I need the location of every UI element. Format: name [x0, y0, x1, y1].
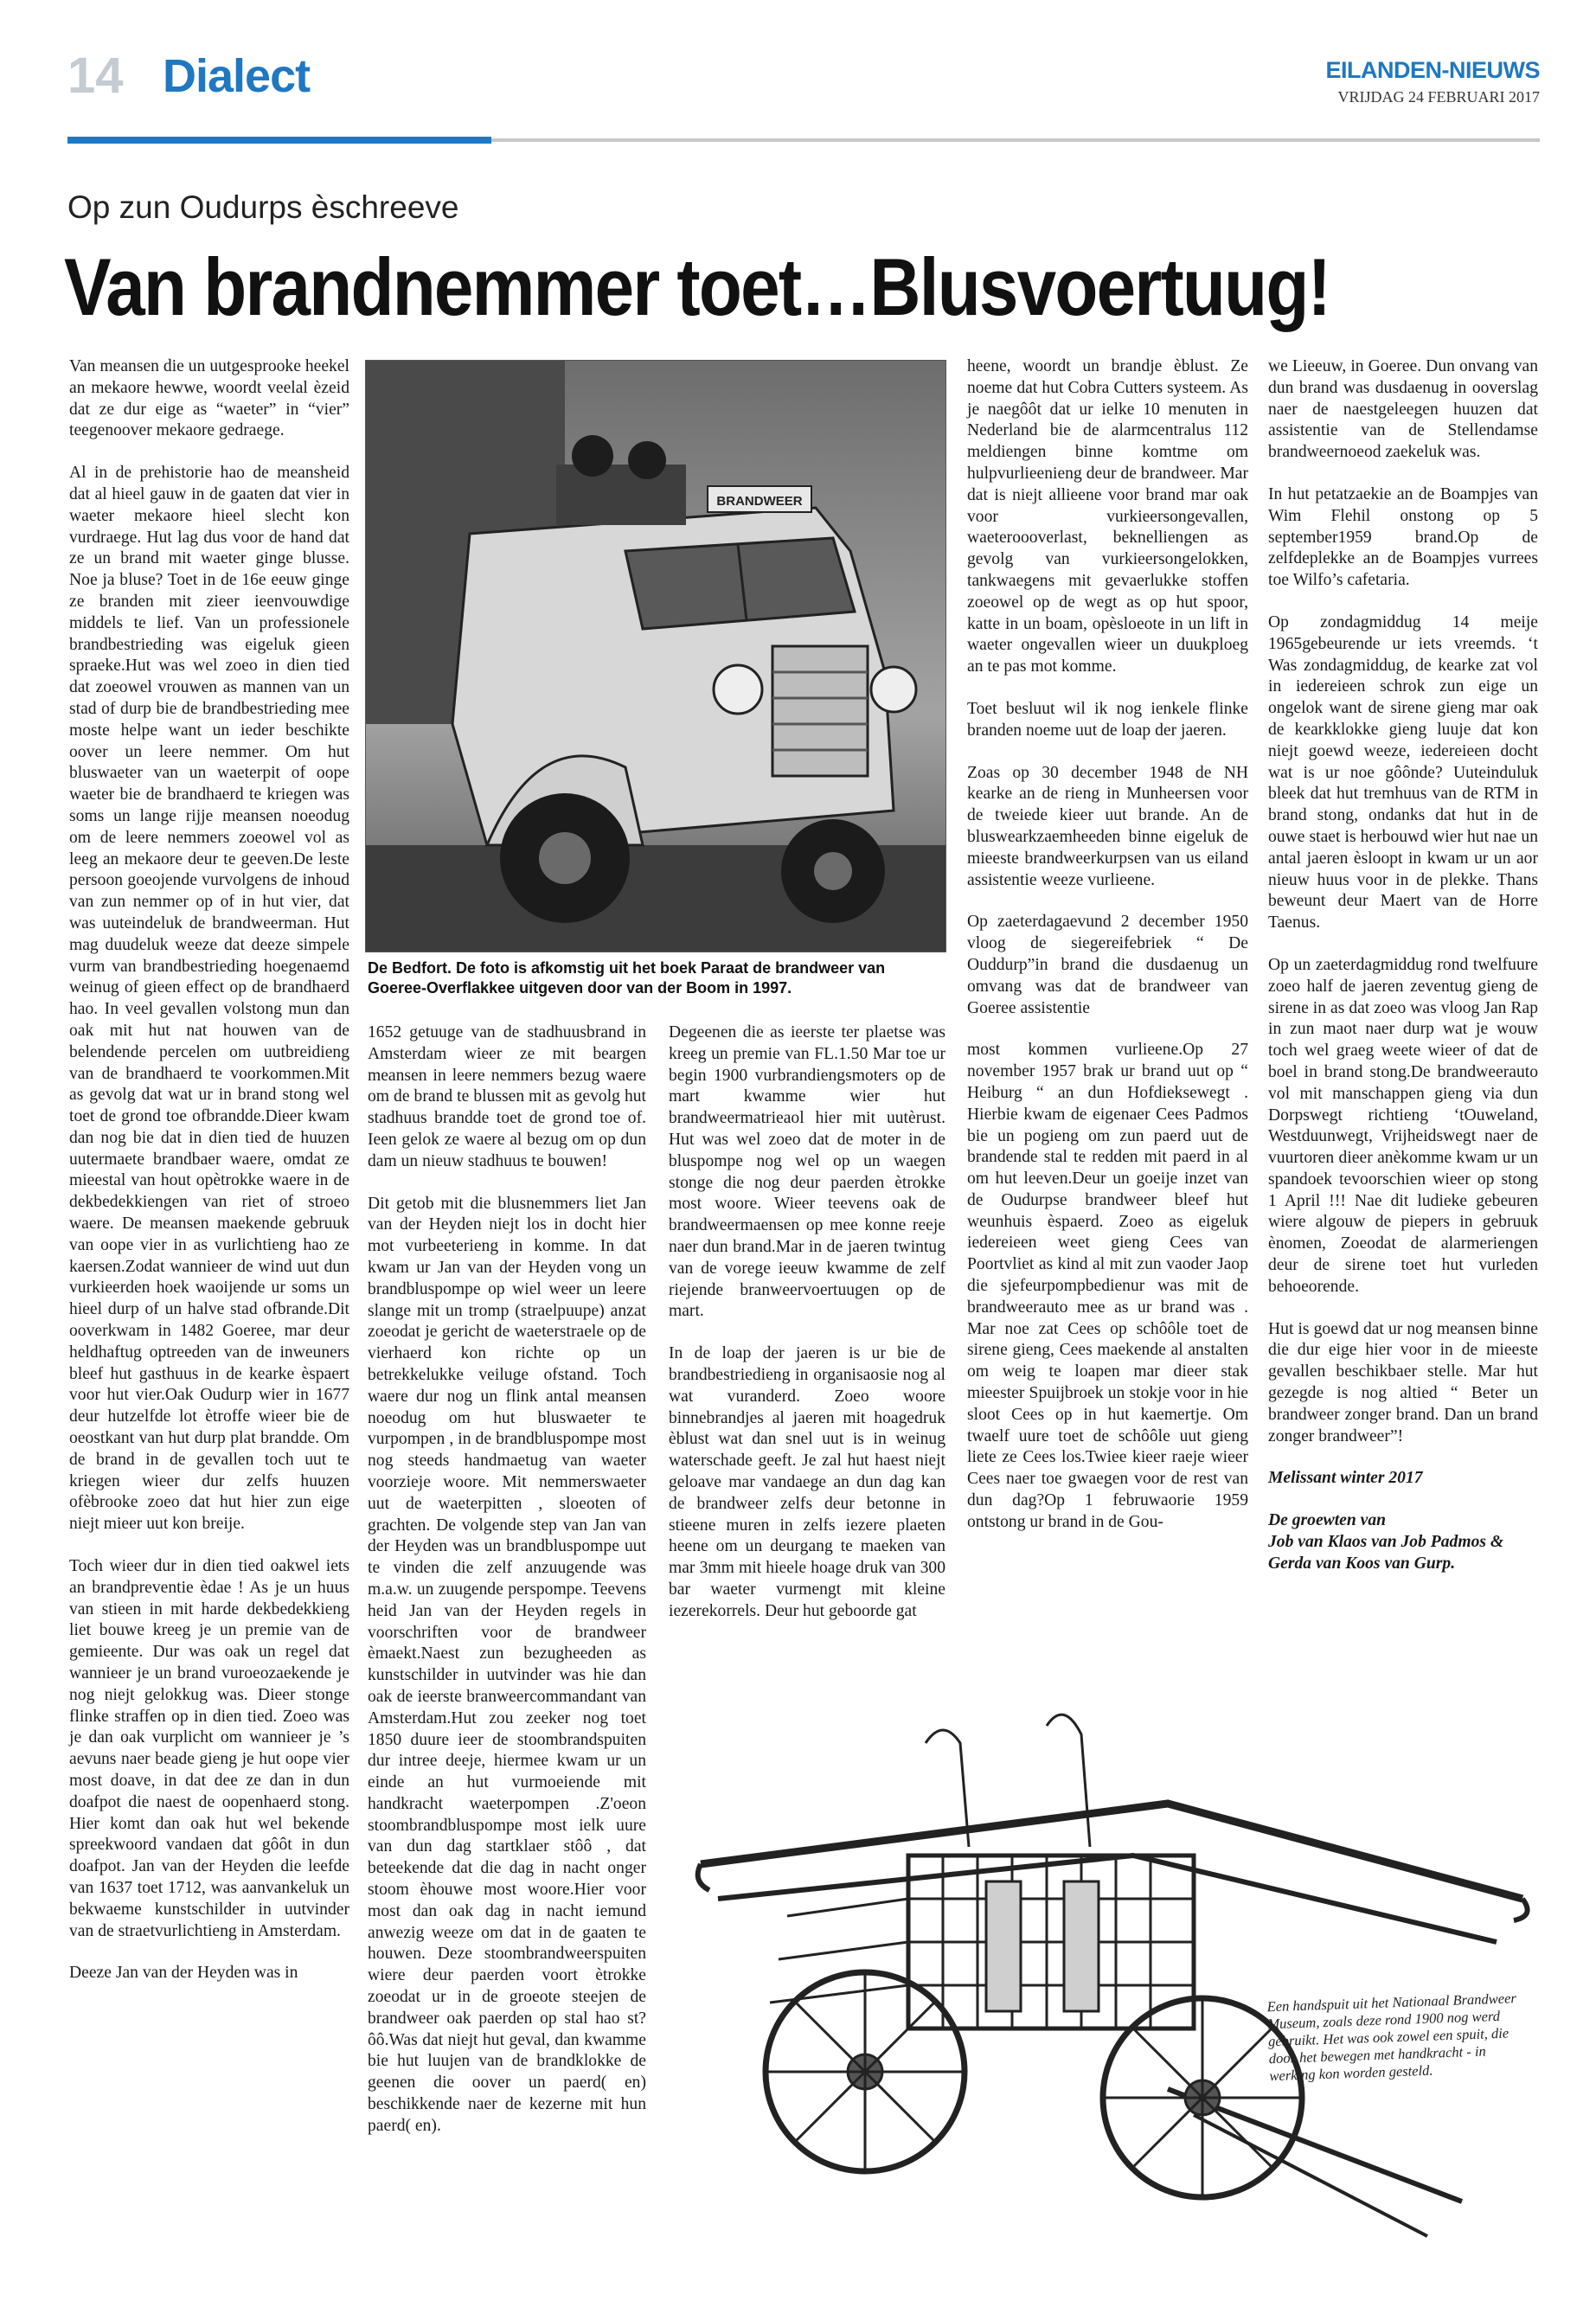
paragraph: Hut is goewd dat ur nog meansen binne die dur eige hier voor in de mieeste gevallen beschikbaer stelle. Mar hut gezegde is nog altied “ Beter un brandweer zonger brand. Dan un brand zonger brandweer”!: [1268, 1319, 1538, 1445]
paragraph: Van meansen die un uutgesprooke heekel an mekaore hewwe, woordt veelal èzeid dat ze dur eige as “waeter” in “vier” teegenoover mekaore gedraege.: [69, 357, 349, 440]
paragraph: Dit getob mit die blusnemmers liet Jan van der Heyden niejt los in docht hier mot vurbeeterieng in komme. In dat kwam ur Jan van der Heyden vong un brandbluspompe op wiel weer un leere slange mit un tromp (straelpuupe) anzat zoeodat je gericht de waeterstraele op de vierhaerd kon richte op un betrekkelukke veiluge ofstand. Toch waere dur nog un flink antal meansen noeodug om hut bluswaeter te vurpompen , in de brandbluspompe most nog steeds handmaetug van waeter voorzieje woore. Mit nemmerswaeter uut de waeterpitten , sloeoten of grachten. De volgende step van Jan van der Heyden was un brandbluspompe uut te vinden die zelf anzuugende was m.a.w. un zuugende perspompe. Teevens heid Jan van der Heyden regels in voorschriften voor de brandweer èmaekt.Naest zun bezugheeden as kunstschilder in uutvinder was hie dan oak de ieerste branweercommandant van Amsterdam.Hut zou zeeker nog toet 1850 duure ieer de stoombrandspuiten dur intree deeje, hiermee kwam ur un einde an hut vurmoeiende mit handkracht waeterpompen .Z'oeon stoombrandbluspompe most ielk uure van dun dag startklaer stôô , dat beteekende dat die dag in nacht onger stoom èhouwe most woore.Hier voor most dan oak dag in nacht iemund anwezig weeze om dat in de gaaten te houwen. Deze stoombrandweerspuiten wiere deur paerden voort ètrokke zoeodat ur in de groeote steejen de brandweer oak paerden op stal hao st?ôô.Was dat niejt hut geval, dan kwamme bie hut luujen van de brandklokke de geenen die oover un paerd( en) beschikkende naer de kezerne mit hun paerd( en).: [368, 1194, 646, 2135]
photo-caption: De Bedfort. De foto is afkomstig uit het boek Paraat de brandweer van Goeree-Overflakkee uitgeven door van der Boom in 1997.: [368, 959, 886, 997]
paragraph: Op un zaeterdagmiddug rond twelfuure zoeo half de jaeren zeventug gieng de sirene in as dat zoeo was vloog Jan Rap in zun maot naer durp wat je wouw toch wel graeg weete wieer of dat de boel in brand stong.De brandweerauto vol mit manschappen gieng via dun Dorpswegt richtieng ‘tOuweland, Westduunwegt, Vrijheidswegt naer de vuurtoren dieer anèkomme kwam ur un spandoek tevoorschien wieer op stong 1 April !!! Nae dit ludieke gebeuren wiere algouw de piepers in gebruuk ènomen, Zoeodat de alarmeriengen deur de sirene toet hut vurleden behoeorende.: [1268, 955, 1538, 1296]
hand-pump-illustration: [683, 1682, 1540, 2271]
article-column-4: [967, 356, 1248, 1554]
paragraph: Deeze Jan van der Heyden was in: [69, 1964, 298, 1983]
header-rule: [491, 138, 1540, 142]
issue-date: VRIJDAG 24 FEBRUARI 2017: [1337, 88, 1540, 106]
signoff: Melissant winter 2017: [1268, 1469, 1423, 1488]
section-title: Dialect: [163, 50, 311, 102]
paragraph: Degeenen die as ieerste ter plaetse was kreeg un premie van FL.1.50 Mar toe ur begin 1900 vurbrandiengsmoters op de mart kwamme wier hut brandweermatrieaol hier mit uutèrust. Hut was wel zoeo dat de moter in de bluspompe nog wel op un waegen stonge die nog deur paerden ètrokke most woore. Wieer teevens oak de brandweermaensen op mee konne reeje naer dun brand.Mar in de jaeren twintug van de vorege ieeuw kwamme de zelf riejende branweervoertuugen op de mart.: [669, 1023, 945, 1321]
article-column-5: [1268, 356, 1538, 1575]
article-headline: Van brandnemmer toet…Blusvoertuug!: [64, 241, 1330, 332]
credits-line: Job van Klaos van Job Padmos &: [1268, 1533, 1504, 1552]
article-kicker: Op zun Oudurps èschreeve: [67, 189, 459, 225]
fire-truck-illustration: [366, 361, 945, 952]
page-number: 14: [67, 48, 124, 104]
article-column-3: [669, 1022, 945, 1644]
paragraph: In hut petatzaekie an de Boampjes van Wim Flehil onstong op 5 september1959 brand.Op de zelfdeplekke an de Boampjes vurrees toe Wilfo’s cafetaria.: [1268, 484, 1538, 590]
publication-logo: EILANDEN-NIEUWS: [1325, 57, 1540, 83]
paragraph: Zoas op 30 december 1948 de NH kearke an de rieng in Munheersen voor de tweiede kieer uut brande. An de bluswearkzaemheeden binne eigeluk de mieeste brandweerkurpsen van us eiland assistentie weeze vurlieene.: [967, 763, 1248, 889]
paragraph: we Lieeuw, in Goeree. Dun onvang van dun brand was dusdaenug in ooverslag naer de naestgeleegen huuzen dat assistentie van de Stellendamse brandweernoeod zaekeluk was.: [1268, 357, 1538, 462]
brandweer-sign: BRANDWEER: [716, 494, 803, 509]
paragraph: In de loap der jaeren is ur bie de brandbestriedieng in organisaosie nog al wat vuranderd. Zoeo woore binnebrandjes al jaeren mit hoagedruk èblust wat dan snel uut is in weinug waterschade geeft. Je zal hut haest niejt geloave mar vandaege an dun dag kan de brandweer zelfs deur betonne in stieene muren in zelfs iezere plaeten heene om un deurgang te maeken van mar 3mm mit hieele hoage druk van 300 bar waeter vurmengt mit kleine iezerekorrels. Deur hut geboorde gat: [669, 1344, 945, 1620]
paragraph: Op zaeterdagaevund 2 december 1950 vloog de siegereifebriek “ De Ouddurp”in brand die dusdaenug un omvang was dat de brandweer van Goeree assistentie: [967, 913, 1248, 1017]
paragraph: Toet besluut wil ik nog ienkele flinke branden noeme uut de loap der jaeren.: [967, 699, 1248, 740]
paragraph: most kommen vurlieene.Op 27 november 1957 brak ur brand uut op “ Heiburg “ an dun Hofdieksewegt . Hierbie kwam de eigenaer Cees Padmos bie un pogieng om zun paerd uut de brandende stal te redden mit paerd in al om hut leeven.Deur un goeije inzet van de Oudurpse brandweer bleef hut weunhuis èspaerd. Zoeo as eigeluk iedereieen weet gieng Cees van Poortvliet as kind al mit zun vaoder Jaop die sjefeurpompbedienur was mit de brandweerauto mee as ur brand was . Mar noe zat Cees op schôôle toet de sirene gieng, Cees maekende al anstalten om weig te loapen mar dieer stak mieester Spuijbroek un stokje voor in hie sloot Cees op in hut kaemertje. Om twaelf uure toet de schôôle uut gieng liete ze Cees los.Twiee kieer raeje wieer Cees naer toe gwaegen voor de rest van dun dag?Op 1 februwaorie 1959 ontstong ur brand in de Gou-: [967, 1041, 1248, 1531]
hand-pump-engraving: [683, 1682, 1540, 2271]
article-column-1: [69, 356, 349, 2005]
paragraph: heene, woordt un brandje èblust. Ze noeme dat hut Cobra Cutters systeem. As je naegôôt dat ur ielke 10 menuten in Nederland bie de alarmcentralus 112 meldiengen binne komtme om hulpvurlieenieng deur de brandweer. Mar dat is niejt allieene voor brand mar oak voor vurkieersongevallen, waeteroooverlast, beknelliengen as gevolg van vurkieersongelokken, tankwaegens mit gevaerlukke stoffen zoeowel op de wegt as op hut spoor, katte in un boam, opèsloeote in un lift in waeter ongevallen wieer un duukploeg an te pas mot komme.: [967, 357, 1248, 676]
credits-line: Gerda van Koos van Gurp.: [1268, 1554, 1456, 1573]
paragraph: Op zondagmiddug 14 meije 1965gebeurende ur iets vreemds. ‘t Was zondagmiddug, de kearke zat vol in iedereieen schrok zun eige un ongelok want de sirene gieng mar oak de kearkklokke gieng luuje dat kon niejt goewd weeze, iedereieen docht wat is ur noe gôônde? Uuteinduluk bleek dat hut tremhuus van de RTM in brand stong, ondanks dat hut in de ouwe staet is herbouwd wier hut nae un antal jaeren èsloopt in kwam ur un aor nieuw huus voor in de plekke. Thans beweunt deur Maert van de Horre Taenus.: [1268, 612, 1538, 933]
header-rule-accent: [67, 137, 491, 144]
paragraph: Al in de prehistorie hao de meansheid dat al hieel gauw in de gaaten dat vier in waeter mekaore hieel slecht kon vurdraege. Hut lag dus voor de hand dat ze un brand mit waeter ginge blusse. Noe ja bluse? Toet in de 16e eeuw ginge ze branden mit zieer ieenvouwdige middels te lief. Van un professionele brandbestrieding was eigeluk gieen spraeke.Hut was wel zoeo in dien tied dat zoeowel vrouwen as mannen van un stad of durp bie de brandbestrieding mee moste helpe want un ieder beschikte oover un leere nemmer. Om hut bluswaeter van un waeterpit of oope waeter bie de brandhaerd te kriegen was soms un lange rijje meansen noeodug om de leere nemmers zoeowel vol as leeg an mekaore deur te geeven.De leste persoon goeojende vurvolgens de inhoud van zun nemmer op of in hut vier, dat was uuteindeluk de brandweerman. Hut mag duudeluk weeze dat deeze simpele vurm van brandbestrieding hoegenaemd weinug of gieen effect op de brandhaerd hao. In veel gevallen volstong mun dan oak mit hut nat houwen van de belendende percelen om uutbreidieng van de brandhaerd te voorkommen.Mit as gevolg dat wat ur in brand stong wel toet de grond toe ofbrandde.Dieer kwam dan nog bie dat in dien tied de huuzen uutermaete brandbaer waere, omdat ze mieestal van hout opètrokke waere in de dekbedekkiengen van riet of stroeo waere. De meansen maekende gebruuk van oope vier in as vurlichtieng hao ze kaersen.Zodat wannieer de wind uut dun vurkieerden hoek waoijende ur soms un hieel durp of un halve stad ofbrande.Dit ooverkwam in 1482 Goeree, mar deur heldhaftug optreeden van de inweuners bleef hut gasthuus in de kearke èspaert voor hut vier.Oak Oudurp wier in 1677 deur hutzelfde lot ètroffe wieer bie de oeostkant van hut durp plat brandde. Om de brand in de gevallen toch uut te kriegen wieer dur zelfs huuzen ofèbrooke zoeo dat hut hier zun eige niejt mieer uut kon breije.: [69, 464, 349, 1534]
article-column-2: [368, 1022, 646, 2158]
engraving-caption: Een handspuit uit het Nationaal Brandweer Museum, zoals deze rond 1900 nog werd gebruikt. Het was ook zowel een spuit, die door het bewegen met handkracht - in werking kon worden gesteld.: [1266, 1990, 1517, 2085]
fire-truck-photo: [365, 360, 946, 952]
paragraph: Toch wieer dur in dien tied oakwel iets an brandpreventie èdae ! As je un huus van stieen in mit harde dekbedekkieng liet bouwe kreeg je un premie van de gemieente. Dur was oak un regel dat wannieer je un brand vuroeozaekende je nog niejt gelokkug was. Dieer stonge flinke straffen op in dien tied. Zoeo was je dan oak vurplicht om wannieer je ’s aevuns naer beade gieng je hut oope vier most doave, in dat dee ze dan in dun doafpot die naest de oopenhaerd stong. Hier komt dan oak hut wel bekende spreekwoord vandaen dat gôôt in dun doafpot. Jan van der Heyden die leefde van 1637 toet 1712, was aanvankeluk un bekwaeme kunstschilder in uutvinder van de straetvurlichtieng in Amsterdam.: [69, 1557, 349, 1940]
credits-line: De groewten van: [1268, 1511, 1387, 1530]
paragraph: 1652 getuuge van de stadhuusbrand in Amsterdam wieer ze mit beargen meansen in leere nemmers bezug waere om de brand te blussen mit as gevolg hut stadhuus brandde toet de grond toe of. Ieen gelok ze waere al bezug om op dun dam un nieuw stadhuus te bouwen!: [368, 1023, 646, 1170]
